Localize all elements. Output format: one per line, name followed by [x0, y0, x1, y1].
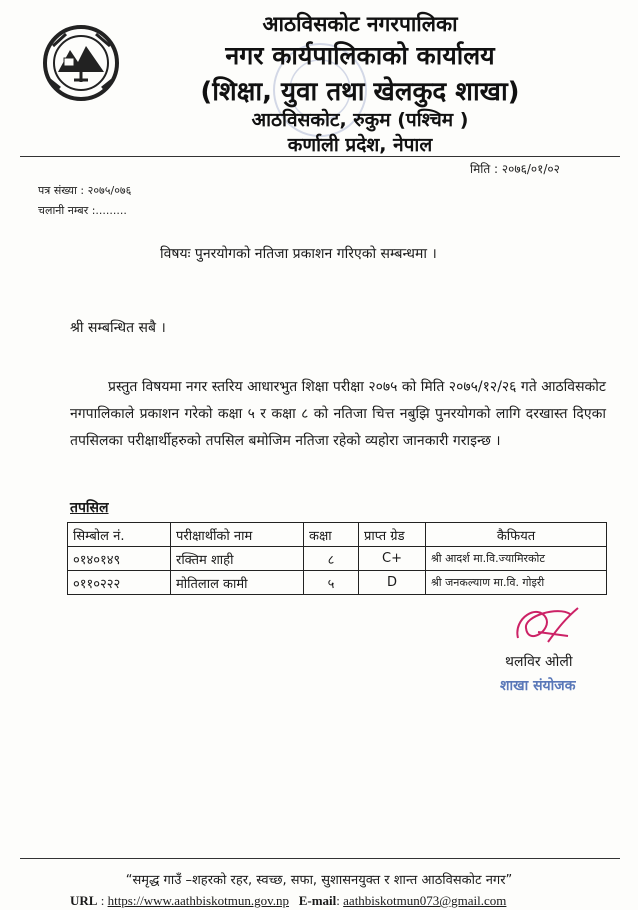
cell-grade: D [359, 571, 426, 595]
header-divider [20, 156, 620, 157]
header-section-name: (शिक्षा, युवा तथा खेलकुद शाखा) [200, 77, 520, 107]
cell-name: मोतिलाल कामी [171, 571, 304, 595]
footer-divider [20, 858, 620, 859]
signature-scribble [508, 598, 588, 656]
col-remarks: कैफियत [426, 523, 607, 547]
header-province: कर्णाली प्रदेश, नेपाल [287, 134, 433, 156]
letter-subject: विषयः पुनरयोगको नतिजा प्रकाशन गरिएको सम्बन्धमा । [160, 246, 437, 262]
cell-remarks: श्री जनकल्याण मा.वि. गोइरी [426, 571, 607, 595]
header-address: आठविसकोट, रुकुम (पश्चिम ) [251, 109, 469, 131]
email-link[interactable]: aathbiskotmun073@gmail.com [343, 893, 507, 908]
tapasil-heading: तपसिल [70, 500, 109, 516]
letter-salutation: श्री सम्बन्धित सबै । [70, 320, 166, 336]
col-class: कक्षा [304, 523, 359, 547]
letter-body-paragraph: प्रस्तुत विषयमा नगर स्तरिय आधारभुत शिक्षा परीक्षा २०७५ को मिति २०७५/१२/२६ गते आठविसकोट नगपालिकाले प्रकाशन गरेको कक्षा ५ र कक्षा ८ को नतिजा चित्त नबुझि पुनरयोगको लागि दरखास्त दिएका तपसिलका परीक्षार्थीहरुको तपसिल बमोजिम नतिजा रहेको व्यहोरा जानकारी गराइन्छ । [70, 379, 606, 449]
cell-remarks: श्री आदर्श मा.वि.ज्यामिरकोट [426, 547, 607, 571]
letter-reference-number: पत्र संख्या : २०७५/०७६ [38, 184, 132, 197]
col-student-name: परीक्षार्थीको नाम [171, 523, 304, 547]
letter-dispatch-number: चलानी नम्बर :......... [38, 204, 127, 217]
results-table [67, 522, 607, 595]
cell-class: ५ [304, 571, 359, 595]
table-row [68, 571, 607, 595]
url-label: URL [70, 893, 98, 908]
cell-class: ८ [304, 547, 359, 571]
col-symbol-number: सिम्बोल नं. [68, 523, 171, 547]
footer-slogan: “समृद्ध गाउँ –शहरको रहर, स्वच्छ, सफा, सुशासनयुक्त र शान्त आठविसकोट नगर” [125, 873, 513, 888]
footer-contact-line: URL : https://www.aathbiskotmun.gov.np E-mail: aathbiskotmun073@gmail.com [70, 893, 507, 908]
letter-date: मिति : २०७६/०१/०२ [470, 162, 560, 176]
municipality-emblem-logo [40, 22, 122, 104]
signatory-name: थलविर ओली [505, 654, 573, 670]
cell-symbol: ०११०२२२ [68, 571, 171, 595]
signatory-designation: शाखा संयोजक [500, 678, 576, 694]
cell-symbol: ०१४०१४९ [68, 547, 171, 571]
table-header-row [68, 523, 607, 547]
email-label: E-mail [298, 893, 337, 908]
header-municipality-name: आठविसकोट नगरपालिका [262, 12, 458, 36]
cell-name: रक्तिम शाही [171, 547, 304, 571]
cell-grade: C+ [359, 547, 426, 571]
website-link[interactable]: https://www.aathbiskotmun.gov.np [107, 893, 289, 908]
header-office-name: नगर कार्यपालिकाको कार्यालय [225, 41, 495, 70]
table-row [68, 547, 607, 571]
col-grade: प्राप्त ग्रेड [359, 523, 426, 547]
